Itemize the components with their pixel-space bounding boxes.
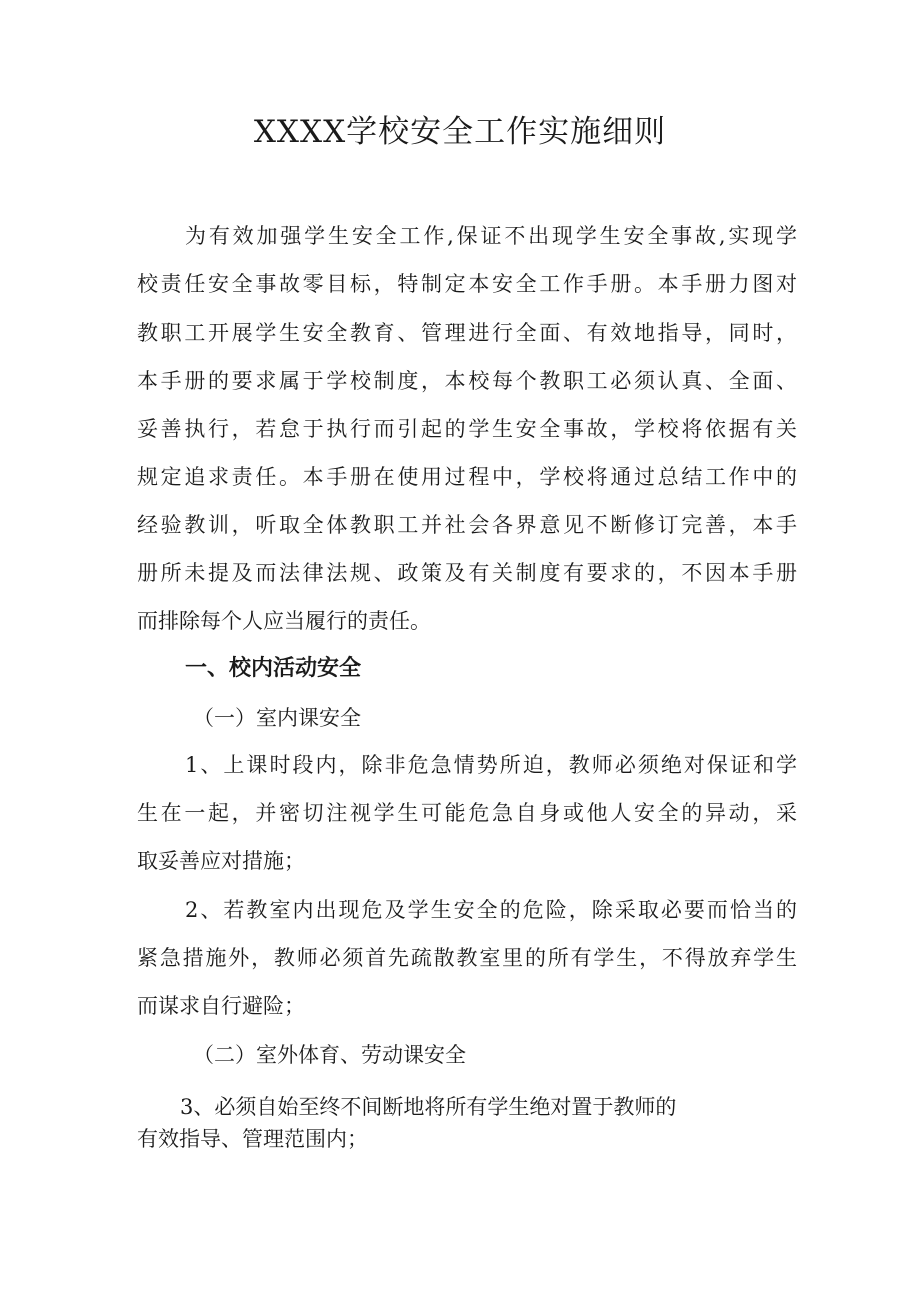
intro-line: 本手册的要求属于学校制度，本校每个教职工必须认真、全面、 <box>137 369 797 393</box>
subsection-heading: （二）室外体育、劳动课安全 <box>193 1043 466 1067</box>
intro-line: 教职工开展学生安全教育、管理进行全面、有效地指导，同时， <box>137 321 797 345</box>
intro-line: 经验教训，听取全体教职工并社会各界意见不断修订完善，本手 <box>137 513 797 537</box>
document-title: XXXX学校安全工作实施细则 <box>253 114 667 150</box>
item-line: 1、上课时段内，除非危急情势所迫，教师必须绝对保证和学 <box>185 753 797 777</box>
section-heading: 一、校内活动安全 <box>185 656 362 681</box>
intro-line: 而排除每个人应当履行的责任。 <box>137 609 431 633</box>
subsection-heading: （一）室内课安全 <box>193 706 361 730</box>
intro-line: 校责任安全事故零目标，特制定本安全工作手册。本手册力图对 <box>137 272 797 296</box>
intro-line: 妥善执行，若怠于执行而引起的学生安全事故，学校将依据有关 <box>137 417 797 441</box>
item-line: 紧急措施外，教师必须首先疏散教室里的所有学生，不得放弃学生 <box>137 946 797 970</box>
intro-line: 册所未提及而法律法规、政策及有关制度有要求的，不因本手册 <box>137 561 797 585</box>
intro-line: 规定追求责任。本手册在使用过程中，学校将通过总结工作中的 <box>137 465 797 489</box>
item-line: 2、若教室内出现危及学生安全的危险，除采取必要而恰当的 <box>185 898 797 922</box>
item-line: 有效指导、管理范围内； <box>137 1127 368 1151</box>
item-line: 生在一起，并密切注视学生可能危急自身或他人安全的异动，采 <box>137 801 797 825</box>
item-line: 3、必须自始至终不间断地将所有学生绝对置于教师的 <box>180 1095 677 1119</box>
item-line: 取妥善应对措施； <box>137 849 305 873</box>
intro-line: 为有效加强学生安全工作,保证不出现学生安全事故,实现学 <box>185 224 797 248</box>
item-line: 而谋求自行避险； <box>137 994 305 1018</box>
